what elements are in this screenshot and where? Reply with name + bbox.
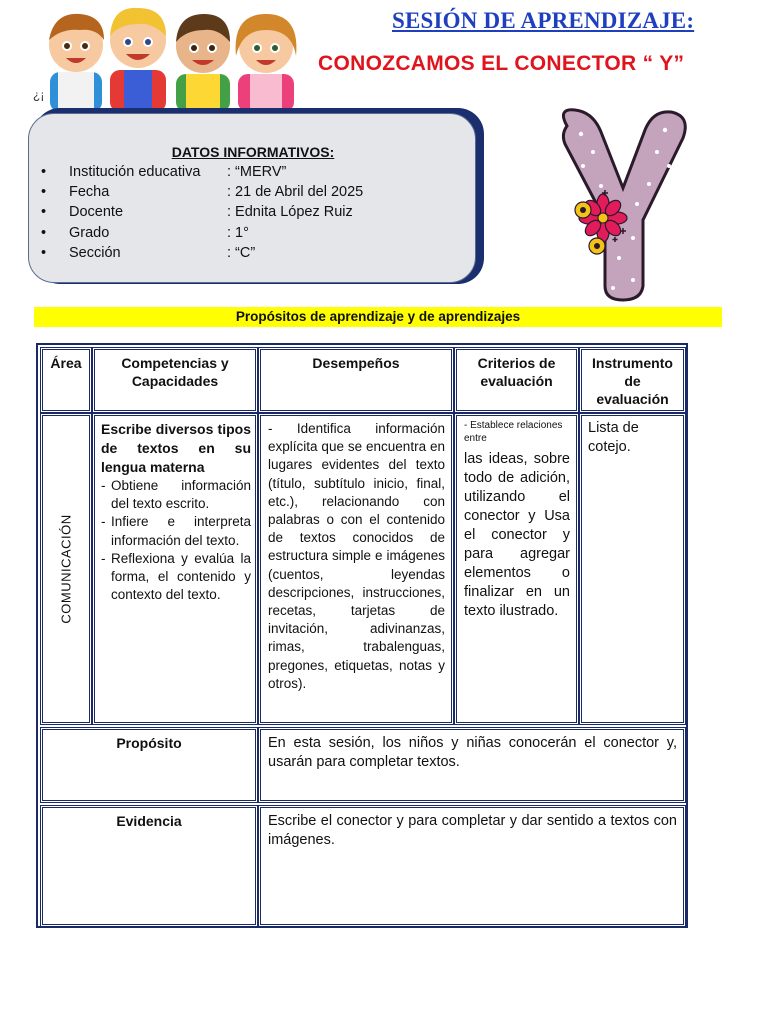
evidencia-label-cell	[40, 805, 258, 927]
competencias-cell	[92, 413, 258, 725]
info-label: Sección	[69, 244, 121, 261]
header-desempenos	[258, 347, 454, 413]
session-subtitle: CONOZCAMOS EL CONECTOR “ Y”	[318, 52, 685, 75]
header-snippet: ¿¡	[33, 88, 45, 102]
area-label: COMUNICACIÓN	[58, 514, 74, 624]
header-area	[40, 347, 92, 413]
letter-y-decoration	[553, 108, 695, 303]
capacidad-item: - Obtiene información del texto escrito.	[101, 477, 251, 513]
capacidad-item: - Infiere e interpreta información del texto.	[101, 513, 251, 549]
evidencia-label: Evidencia	[116, 813, 182, 829]
kid-3-figure	[176, 14, 230, 112]
competencia-title: Escribe diversos tipos de textos en su lengua materna	[101, 421, 251, 475]
bullet-icon: •	[41, 184, 47, 201]
info-label: Fecha	[69, 184, 110, 201]
bullet-icon: •	[41, 224, 47, 241]
info-label: Grado	[69, 224, 110, 241]
header-area-text: Área	[50, 355, 82, 371]
info-value: : “MERV”	[227, 164, 287, 180]
kid-2-figure	[110, 8, 166, 112]
info-label: Docente	[69, 204, 124, 221]
kid-1-figure	[49, 14, 104, 112]
header-instrumento-text: Instrumento de evaluación	[592, 355, 673, 407]
capacidades-list	[101, 477, 251, 604]
proposito-cell	[258, 727, 686, 803]
purposes-banner: Propósitos de aprendizaje y de aprendizajes	[34, 307, 722, 327]
kid-4-figure	[236, 14, 297, 112]
info-value: : 1°	[227, 224, 249, 241]
evidencia-text: Escribe el conector y para completar y dar sentido a textos con imágenes.	[268, 813, 677, 848]
info-card-title: DATOS INFORMATIVOS:	[171, 144, 335, 160]
info-value: : Ednita López Ruiz	[227, 204, 353, 221]
criterio-text: las ideas, sobre todo de adición, utilizando el conector y Usa el conector y para agregar elementos o finalizar en un texto ilustrado.	[464, 451, 570, 619]
capacidad-item: - Reflexiona y evalúa la forma, el contenido y contexto del texto.	[101, 550, 251, 605]
bullet-icon: •	[41, 164, 47, 180]
info-value: : 21 de Abril del 2025	[227, 184, 364, 201]
header-instrumento	[579, 347, 686, 413]
instrumento-text: Lista de cotejo.	[588, 420, 639, 455]
desempenos-cell	[258, 413, 454, 725]
desempeno-text: - Identifica información explícita que se encuentra en lugares evidentes del texto (título, subtítulo inicio, final, etc.), relacionando con palabras o con el contenido de textos conocidos de estructura simple e imágenes (cuentos, leyendas descripciones, instrucciones, recetas, tarjetas de invitación, adivinanzas, rimas, trabalenguas, pregones, etiquetas, notas y otros).	[268, 421, 445, 691]
area-cell	[40, 413, 92, 725]
evidencia-cell	[258, 805, 686, 927]
criterio-small-text: - Establece relaciones entre	[464, 420, 563, 444]
header-desempenos-text: Desempeños	[312, 355, 400, 371]
proposito-text: En esta sesión, los niños y niñas conocerán el conector y, usarán para completar textos.	[268, 735, 677, 770]
children-illustration	[20, 0, 320, 112]
criterios-cell	[454, 413, 579, 725]
info-value: : “C”	[227, 244, 256, 261]
instrumento-cell	[579, 413, 686, 725]
proposito-label: Propósito	[116, 735, 182, 751]
header-competencias	[92, 347, 258, 413]
info-label: Institución educativa	[69, 164, 201, 180]
header-criterios-text: Criterios de evaluación	[477, 355, 556, 389]
session-title: SESIÓN DE APRENDIZAJE:	[392, 8, 695, 33]
header-criterios	[454, 347, 579, 413]
info-card	[28, 113, 476, 283]
learning-table	[36, 343, 688, 928]
bullet-icon: •	[41, 244, 47, 261]
bullet-icon: •	[41, 204, 47, 221]
header-competencias-text: Competencias y Capacidades	[121, 355, 229, 389]
proposito-label-cell	[40, 727, 258, 803]
